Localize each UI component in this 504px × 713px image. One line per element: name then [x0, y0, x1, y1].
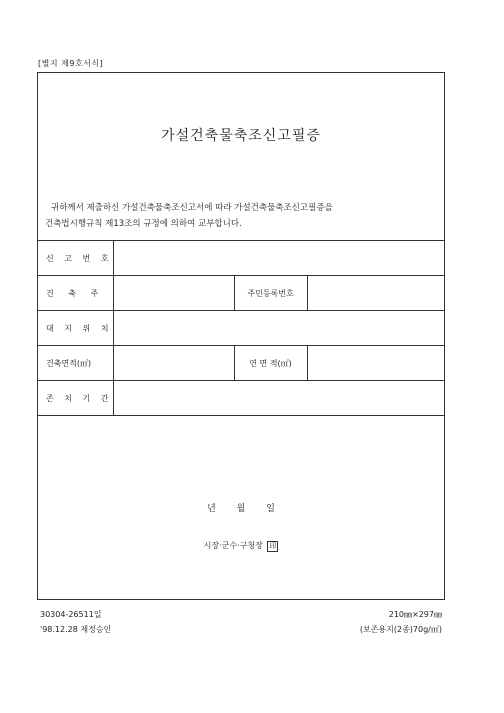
- form-number: [별지 제9호서식]: [38, 59, 104, 68]
- building-area-label: 건축면적(㎡): [38, 346, 114, 381]
- row-owner: [38, 276, 445, 311]
- location-label: 대 지 위 치: [38, 311, 114, 346]
- report-number-label: 신 고 번 호: [38, 241, 114, 276]
- row-report-number: [38, 241, 445, 276]
- paper-size: 210㎜×297㎜: [388, 610, 442, 619]
- total-floor-area-label: 연 면 적(㎡): [234, 346, 307, 381]
- resident-number-label: 주민등록번호: [234, 276, 307, 311]
- intro-line-1: 귀하께서 제출하신 가설건축물축조신고서에 따라 가설건축물축조신고필증을: [51, 203, 333, 213]
- certificate-frame: [37, 72, 445, 600]
- row-location: [38, 311, 445, 346]
- seal-icon: 印: [269, 542, 277, 550]
- document-title: 가설건축물축조신고필증: [161, 128, 321, 144]
- duration-label: 존 치 기 간: [38, 381, 114, 416]
- form-code: 30304-26511일: [40, 610, 102, 619]
- owner-label: 건 축 주: [38, 276, 114, 311]
- paper-type: (보존용지(2종)70g/㎡): [359, 625, 442, 634]
- resident-number-field[interactable]: [307, 276, 444, 311]
- row-duration: [38, 381, 445, 416]
- signer-block: [38, 540, 444, 552]
- total-floor-area-field[interactable]: [307, 346, 444, 381]
- owner-field[interactable]: [113, 276, 234, 311]
- certificate-table: [37, 240, 445, 416]
- duration-field[interactable]: [113, 381, 444, 416]
- location-field[interactable]: [113, 311, 444, 346]
- issue-date: 년 월 일: [207, 504, 275, 514]
- row-area: [38, 346, 445, 381]
- approval-date: '98.12.28 제정승인: [40, 625, 112, 634]
- signer-title: 시장·군수·구청장: [203, 541, 263, 550]
- intro-line-2: 건축법시행규칙 제13조의 규정에 의하여 교부합니다.: [45, 219, 242, 229]
- building-area-field[interactable]: [113, 346, 234, 381]
- intro-text: [45, 200, 333, 232]
- report-number-field[interactable]: [113, 241, 444, 276]
